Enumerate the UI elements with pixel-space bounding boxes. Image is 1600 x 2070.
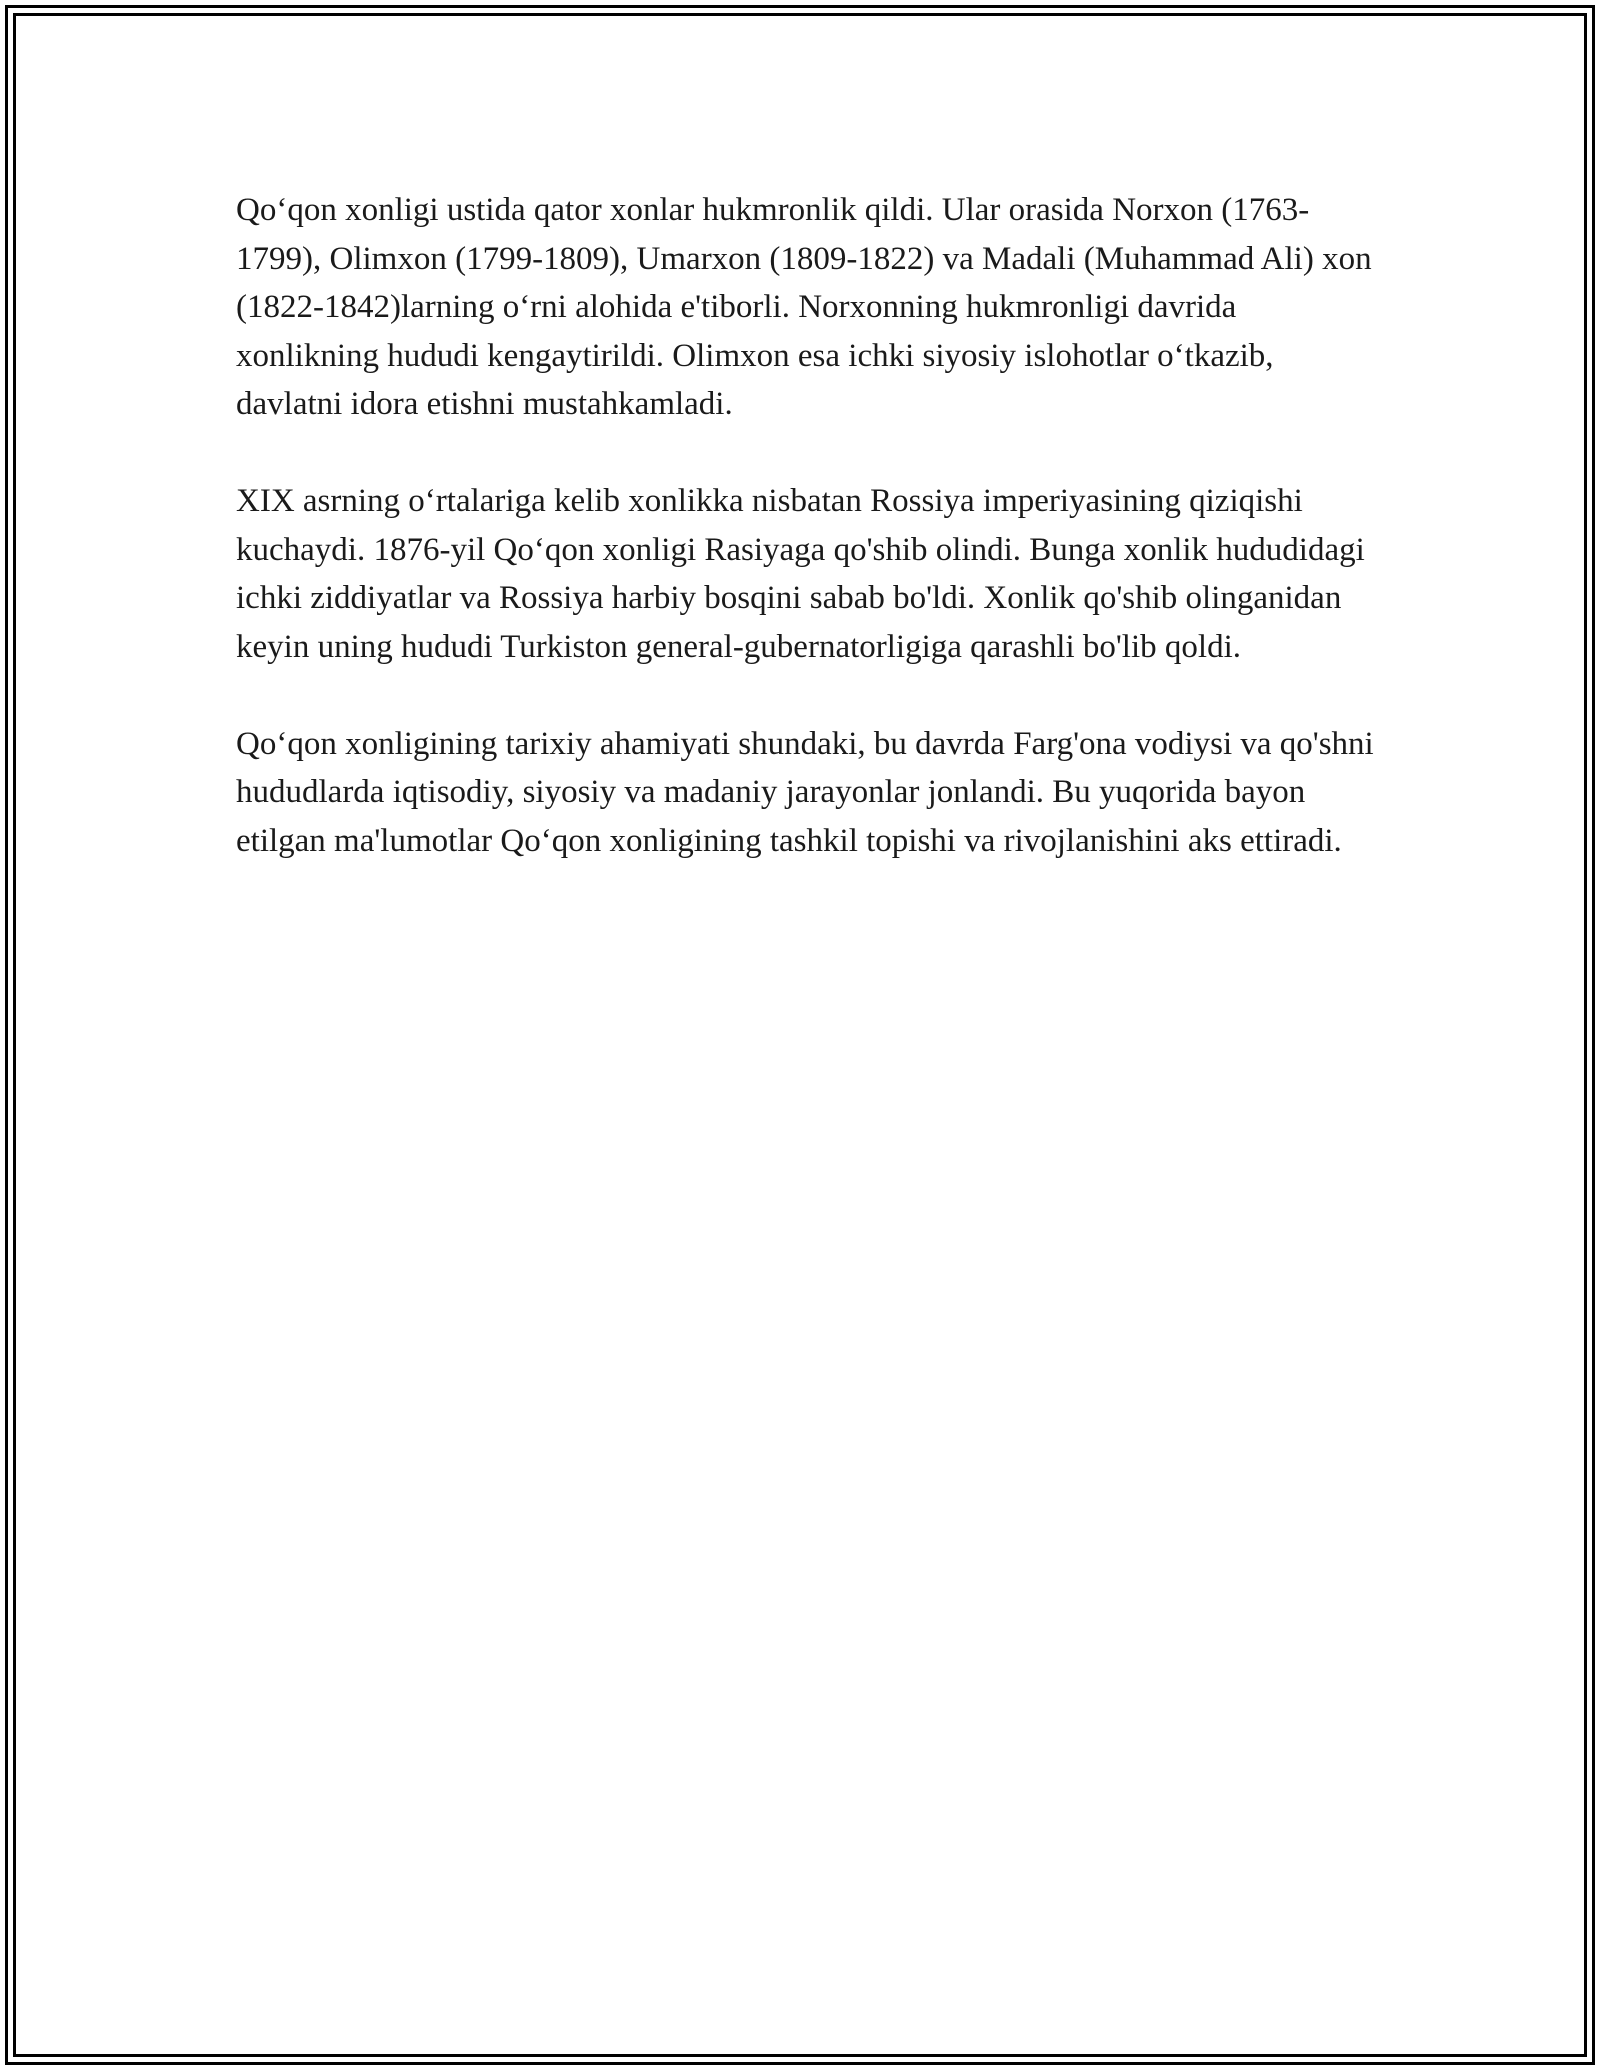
- paragraph-russian-annexation: XIX asrning o‘rtalariga kelib xonlikka nisbatan Rossiya imperiyasining qiziqishi kuchaydi. 1876-yil Qo‘qon xonligi Rasiyaga qo'shib olindi. Bunga xonlik hududidagi ichki ziddiyatlar va Rossiya harbiy bosqini sabab bo'ldi. Xonlik qo'shib olinganidan keyin uning hududi Turkiston general-gubernatorligiga qarashli bo'lib qoldi.: [236, 483, 1365, 665]
- document-body: [236, 186, 1386, 914]
- paragraph-rulers: Qo‘qon xonligi ustida qator xonlar hukmronlik qildi. Ular orasida Norxon (1763-1799), Olimxon (1799-1809), Umarxon (1809-1822) va Madali (Muhammad Ali) xon (1822-1842)larning o‘rni alohida e'tiborli. Norxonning hukmronligi davrida xonlikning hududi kengaytirildi. Olimxon esa ichki siyosiy islohotlar o‘tkazib, davlatni idora etishni mustahkamladi.: [236, 192, 1372, 422]
- paragraph-historical-significance: Qo‘qon xonligining tarixiy ahamiyati shundaki, bu davrda Farg'ona vodiysi va qo'shni hududlarda iqtisodiy, siyosiy va madaniy jarayonlar jonlandi. Bu yuqorida bayon etilgan ma'lumotlar Qo‘qon xonligining tashkil topishi va rivojlanishini aks ettiradi.: [236, 725, 1374, 859]
